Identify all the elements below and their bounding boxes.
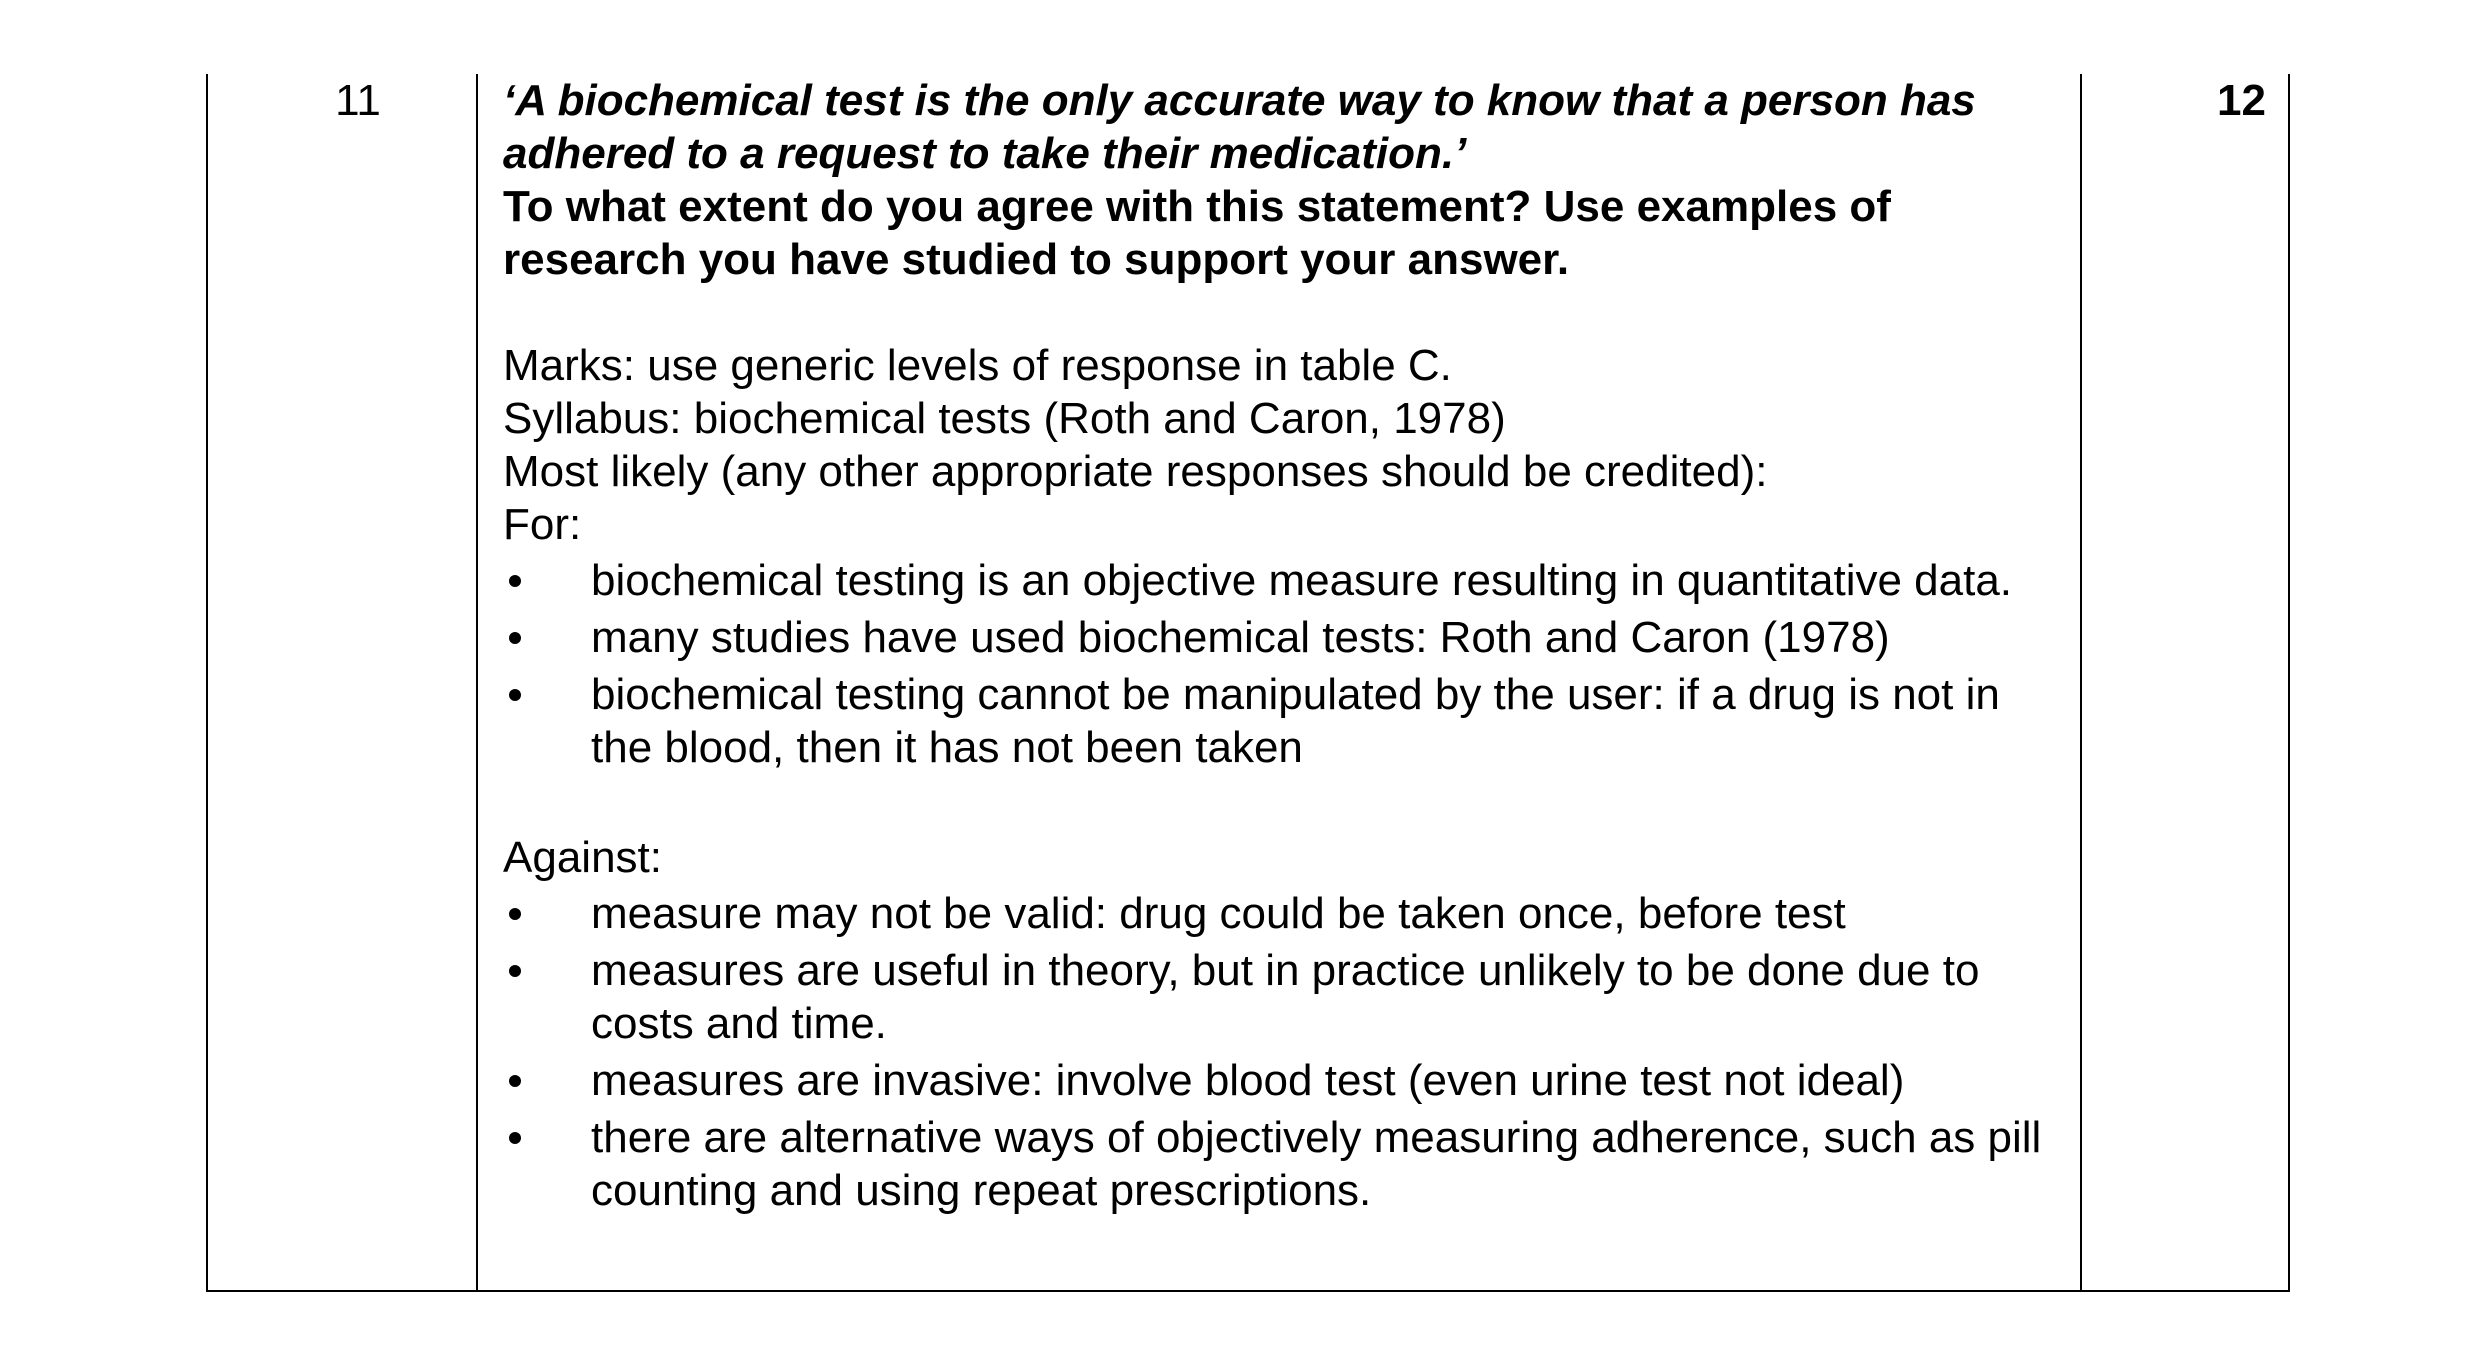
bullet-icon <box>509 965 521 977</box>
column-divider <box>476 74 478 1290</box>
list-item: many studies have used biochemical tests: Roth and Caron (1978) <box>503 611 2073 664</box>
bullet-icon <box>509 575 521 587</box>
list-item: measures are invasive: involve blood test (even urine test not ideal) <box>503 1054 2073 1107</box>
marks-line: Marks: use generic levels of response in table C. <box>503 341 1452 390</box>
list-item: biochemical testing is an objective measure resulting in quantitative data. <box>503 554 2073 607</box>
for-heading: For: <box>503 500 582 549</box>
mark-scheme-table <box>206 74 2290 1292</box>
list-item: there are alternative ways of objectively measuring adherence, such as pill counting and using repeat prescriptions. <box>503 1111 2073 1217</box>
column-divider <box>2080 74 2082 1290</box>
question-instruction: To what extent do you agree with this statement? Use examples of research you have studied to support your answer. <box>503 182 1891 284</box>
question-number: 11 <box>335 76 381 125</box>
for-list <box>503 554 2073 774</box>
marks-value: 12 <box>2217 76 2266 125</box>
syllabus-line: Syllabus: biochemical tests (Roth and Caron, 1978) <box>503 394 1506 443</box>
bullet-icon <box>509 632 521 644</box>
bullet-icon <box>509 1075 521 1087</box>
bullet-icon <box>509 908 521 920</box>
against-heading: Against: <box>503 833 662 882</box>
answer-guidance-cell <box>503 74 2073 1221</box>
list-item: biochemical testing cannot be manipulated by the user: if a drug is not in the blood, then it has not been taken <box>503 668 2073 774</box>
likely-line: Most likely (any other appropriate responses should be credited): <box>503 447 1768 496</box>
against-list <box>503 887 2073 1217</box>
list-item: measure may not be valid: drug could be taken once, before test <box>503 887 2073 940</box>
list-item: measures are useful in theory, but in practice unlikely to be done due to costs and time. <box>503 944 2073 1050</box>
question-quote: ‘A biochemical test is the only accurate way to know that a person has adhered to a request to take their medication.’ <box>503 76 1976 178</box>
bullet-icon <box>509 1132 521 1144</box>
bullet-icon <box>509 689 521 701</box>
